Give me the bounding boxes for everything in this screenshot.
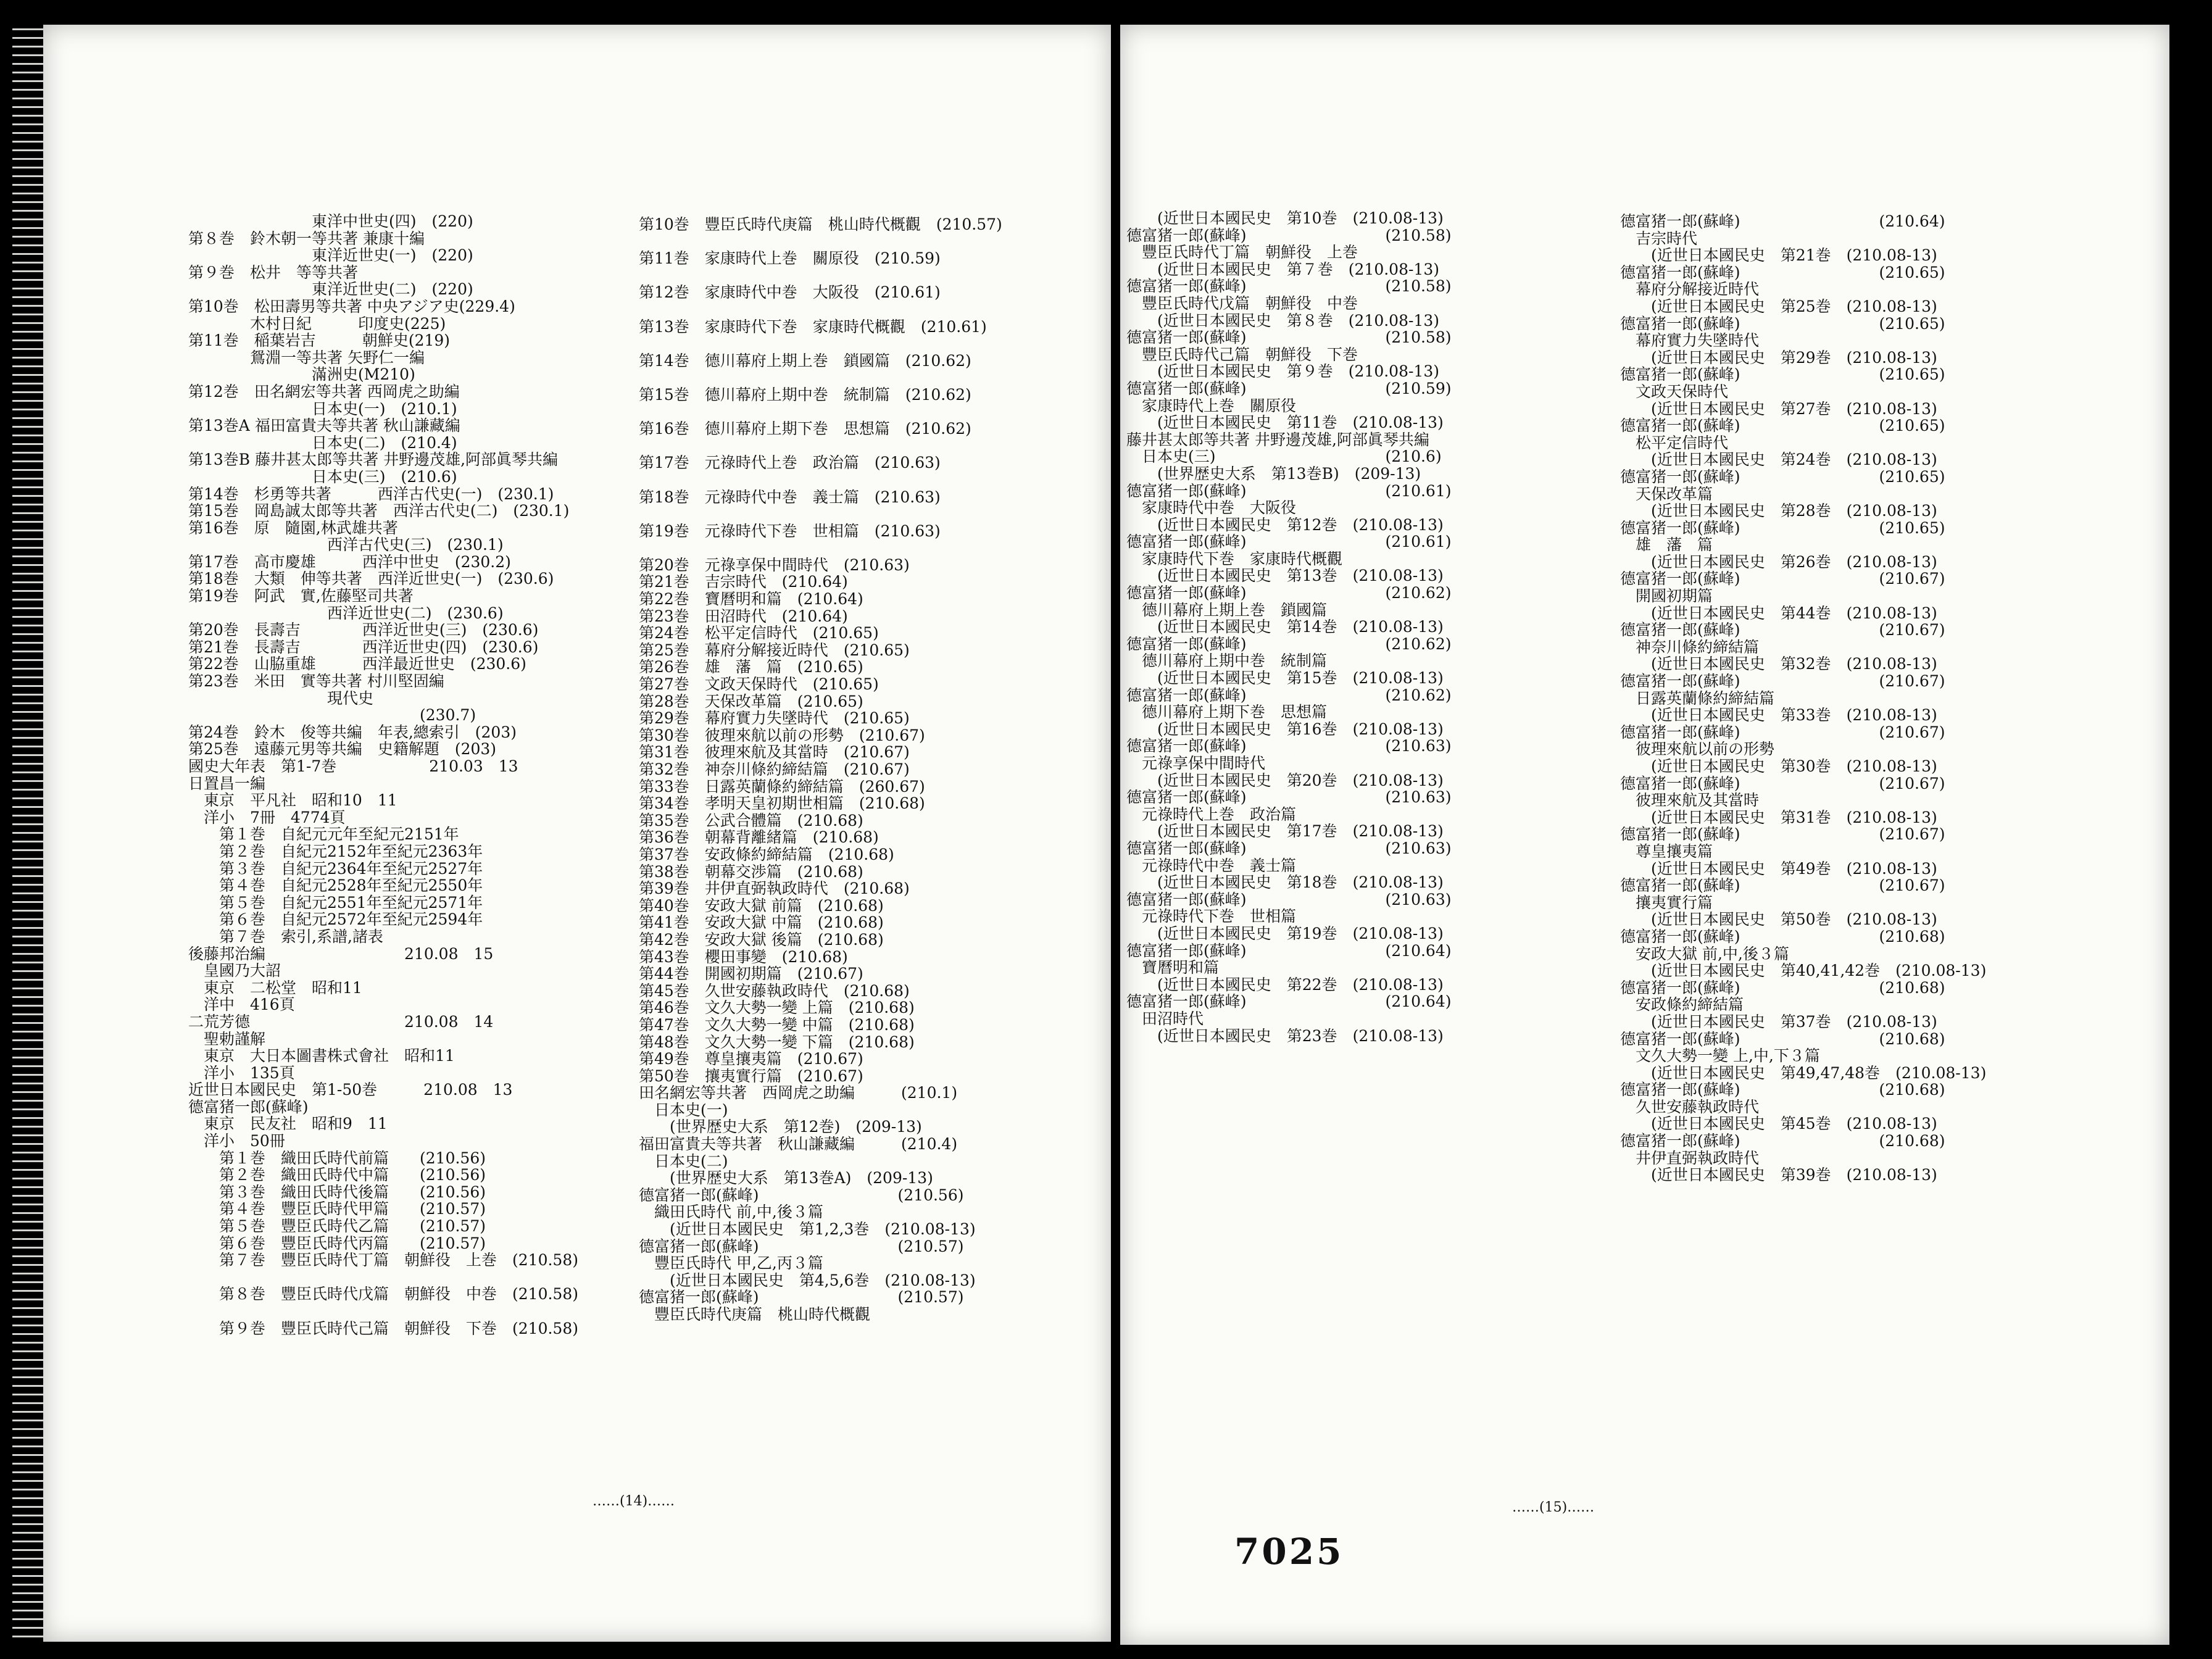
entry-line: 第２巻 自紀元2152年至紀元2363年 (188, 842, 483, 860)
entry-line (639, 438, 1108, 455)
entry-line: (近世日本國民史 第18巻 (210.08-13) (1126, 873, 1444, 892)
entry-line: 德富猪一郎(蘇峰) (210.68) (1620, 978, 1945, 997)
entry-line: 尊皇攘夷篇 (1620, 842, 1713, 860)
entry-line: (近世日本國民史 第1,2,3巻 (210.08-13) (639, 1220, 976, 1239)
entry-line: 松平定信時代 (1620, 433, 1729, 452)
entry-line: 第８巻 鈴木朝一等共著 兼康十編 (188, 229, 425, 247)
entry-line: 第47巻 文久大勢一變 中篇 (210.68) (639, 1015, 915, 1034)
entry-line: 天保改革篇 (1620, 484, 1713, 503)
entry-line: 第２巻 織田氏時代中篇 (210.56) (188, 1166, 486, 1184)
entry-line: 第37巻 安政條約締結篇 (210.68) (639, 845, 894, 863)
entry-line (639, 472, 1108, 489)
entry-line: 日本史(一) (210.1) (188, 399, 457, 418)
entry-line: 豐臣氏時代丁篇 朝鮮役 上巻 (1126, 243, 1358, 262)
binding-edge (12, 25, 43, 1642)
entry-line: 第25巻 遠藤元男等共編 史籍解題 (203) (188, 740, 497, 759)
entry-line: (近世日本國民史 第49,47,48巻 (210.08-13) (1620, 1063, 1987, 1082)
entry-line: 近世日本國民史 第1-50巻 210.08 13 (188, 1081, 513, 1099)
entry-line: 日本史(一) (639, 1100, 728, 1119)
entry-line: 第４巻 自紀元2528年至紀元2550年 (188, 876, 483, 895)
entry-line: 德川幕府上期下巻 思想篇 (1126, 703, 1328, 721)
entry-line: 雄 藩 篇 (1620, 536, 1713, 554)
entry-line: 東京 平凡社 昭和10 11 (188, 791, 397, 810)
left-page-column-2 (639, 216, 1108, 1323)
entry-line: 東洋近世史(一) (220) (188, 246, 473, 265)
entry-line (639, 335, 1108, 352)
entry-line: 第24巻 松平定信時代 (210.65) (639, 624, 879, 642)
entry-line: 日本史(三) (210.6) (1126, 447, 1442, 466)
entry-line: 日本史(三) (210.6) (188, 467, 457, 486)
page-stamp-number: 7025 (1234, 1531, 1344, 1573)
entry-line: 德富猪一郎(蘇峰) (210.68) (1620, 927, 1945, 946)
entry-line: 彼理來航及其當時 (1620, 791, 1760, 810)
entry-line: 第１巻 自紀元元年至紀元2151年 (188, 825, 459, 844)
entry-line: 第14巻 德川幕府上期上巻 鎖國篇 (210.62) (639, 351, 971, 370)
entry-line: 豐臣氏時代庚篇 桃山時代概觀 (639, 1305, 871, 1323)
entry-line: 田沼時代 (1126, 1009, 1204, 1028)
entry-line: 德富猪一郎(蘇峰) (210.65) (1620, 417, 1945, 435)
entry-line: 木村日紀 印度史(225) (188, 314, 446, 333)
entry-line: (近世日本國民史 第19巻 (210.08-13) (1126, 924, 1444, 942)
entry-line: (近世日本國民史 第22巻 (210.08-13) (1126, 975, 1444, 994)
entry-line: (近世日本國民史 第30巻 (210.08-13) (1620, 757, 1937, 775)
entry-line: (近世日本國民史 第29巻 (210.08-13) (1620, 348, 1937, 367)
entry-line: 第35巻 公武合體篇 (210.68) (639, 811, 863, 830)
entry-line: 德富猪一郎(蘇峰) (210.67) (1620, 774, 1945, 792)
entry-line: (近世日本國民史 第31巻 (210.08-13) (1620, 808, 1937, 826)
entry-line: 第32巻 神奈川條約締結篇 (210.67) (639, 760, 910, 778)
left-page-column-1 (188, 213, 682, 1337)
entry-line: 第16巻 原 隨園,林武雄共著 (188, 518, 398, 537)
entry-line (639, 301, 1108, 318)
entry-line: 家康時代上巻 關原役 (1126, 396, 1297, 415)
entry-line: 德富猪一郎(蘇峰) (210.63) (1126, 890, 1452, 908)
entry-line: (近世日本國民史 第26巻 (210.08-13) (1620, 552, 1937, 571)
entry-line: 第36巻 朝幕背離緒篇 (210.68) (639, 828, 879, 847)
entry-line: (近世日本國民史 第８巻 (210.08-13) (1126, 311, 1439, 330)
entry-line: 井伊直弼執政時代 (1620, 1149, 1760, 1167)
entry-line: 第７巻 豐臣氏時代丁篇 朝鮮役 上巻 (210.58) (188, 1251, 578, 1270)
entry-line (639, 267, 1108, 285)
entry-line: 德富猪一郎(蘇峰) (210.63) (1126, 737, 1452, 755)
entry-line: 洋中 416頁 (188, 996, 295, 1014)
entry-line: 第25巻 幕府分解接近時代 (210.65) (639, 641, 910, 659)
entry-line: 聖勅謹解 (188, 1029, 266, 1048)
entry-line: 德富猪一郎(蘇峰) (210.62) (1126, 584, 1452, 602)
entry-line: 第19巻 阿武 實,佐藤堅司共著 (188, 587, 414, 605)
entry-line (639, 539, 1108, 557)
entry-line: 第10巻 豐臣氏時代庚篇 桃山時代概觀 (210.57) (639, 215, 1002, 233)
entry-line: 開國初期篇 (1620, 587, 1713, 605)
entry-line: 德富猪一郎(蘇峰) (210.62) (1126, 686, 1452, 704)
entry-line: 文久大勢一變 上,中,下３篇 (1620, 1047, 1820, 1065)
entry-line: 家康時代下巻 家康時代概觀 (1126, 549, 1343, 568)
right-page-column-1 (1126, 210, 1608, 1044)
entry-line: 豐臣氏時代戊篇 朝鮮役 中巻 (1126, 294, 1358, 312)
entry-line: 日露英蘭條約締結篇 (1620, 689, 1775, 707)
entry-line: (近世日本國民史 第15巻 (210.08-13) (1126, 669, 1444, 688)
entry-line: (近世日本國民史 第49巻 (210.08-13) (1620, 859, 1937, 878)
entry-line: 家康時代中巻 大阪役 (1126, 499, 1297, 517)
entry-line: (近世日本國民史 第50巻 (210.08-13) (1620, 910, 1937, 929)
entry-line: (近世日本國民史 第21巻 (210.08-13) (1620, 246, 1937, 265)
entry-line: 寶曆明和篇 (1126, 958, 1220, 977)
entry-line: 神奈川條約締結篇 (1620, 638, 1760, 656)
entry-line: 元祿享保中間時代 (1126, 754, 1266, 772)
entry-line: (近世日本國民史 第11巻 (210.08-13) (1126, 414, 1444, 432)
entry-line: (230.7) (188, 706, 476, 725)
entry-line: 豐臣氏時代己篇 朝鮮役 下巻 (1126, 345, 1358, 364)
entry-line: (近世日本國民史 第14巻 (210.08-13) (1126, 618, 1444, 636)
entry-line: 東洋中世史(四) (220) (188, 212, 473, 230)
entry-line: 德富猪一郎(蘇峰) (210.65) (1620, 467, 1945, 486)
entry-line: 洋小 135頁 (188, 1063, 295, 1082)
entry-line: 第48巻 文久大勢一變 下篇 (210.68) (639, 1033, 915, 1051)
entry-line: 日本史(二) (210.4) (188, 433, 457, 452)
entry-line: (近世日本國民史 第4,5,6巻 (210.08-13) (639, 1271, 976, 1289)
entry-line: 第１巻 織田氏時代前篇 (210.56) (188, 1149, 486, 1167)
entry-line: 安政條約締結篇 (1620, 996, 1744, 1014)
entry-line: 德富猪一郎(蘇峰) (210.67) (1620, 723, 1945, 741)
entry-line: 吉宗時代 (1620, 229, 1698, 247)
entry-line: 第49巻 尊皇攘夷篇 (210.67) (639, 1050, 863, 1068)
entry-line: 第18巻 大類 伸等共著 西洋近世史(一) (230.6) (188, 570, 554, 588)
entry-line: 第13巻A 福田富貴夫等共著 秋山謙藏編 (188, 417, 460, 435)
entry-line: 第18巻 元祿時代中巻 義士篇 (210.63) (639, 488, 941, 506)
entry-line: 德富猪一郎(蘇峰) (188, 1097, 309, 1116)
entry-line: 第31巻 彼理來航及其當時 (210.67) (639, 743, 910, 762)
entry-line: 第17巻 高市慶雄 西洋中世史 (230.2) (188, 552, 511, 571)
entry-line: 安政大獄 前,中,後３篇 (1620, 944, 1789, 963)
entry-line: 文政天保時代 (1620, 382, 1729, 401)
entry-line: 日置昌一編 (188, 774, 266, 792)
entry-line: 久世安藤執政時代 (1620, 1097, 1760, 1116)
entry-line: (近世日本國民史 第44巻 (210.08-13) (1620, 604, 1937, 622)
entry-line: 第24巻 鈴木 俊等共編 年表,總索引 (203) (188, 723, 517, 741)
entry-line: 德富猪一郎(蘇峰) (210.67) (1620, 672, 1945, 691)
entry-line: 德富猪一郎(蘇峰) (210.57) (639, 1288, 964, 1307)
entry-line: 幕府分解接近時代 (1620, 280, 1760, 299)
entry-line: 第41巻 安政大獄 中篇 (210.68) (639, 913, 884, 932)
entry-line: 第19巻 元祿時代下巻 世相篇 (210.63) (639, 522, 941, 540)
entry-line: 第45巻 久世安藤執政時代 (210.68) (639, 981, 910, 1000)
entry-line: 德富猪一郎(蘇峰) (210.67) (1620, 570, 1945, 588)
entry-line: 元祿時代中巻 義士篇 (1126, 856, 1297, 875)
entry-line: (近世日本國民史 第28巻 (210.08-13) (1620, 502, 1937, 520)
entry-line: 滿洲史(M210) (188, 365, 415, 384)
entry-line: 第22巻 山脇重雄 西洋最近世史 (230.6) (188, 655, 526, 673)
right-page (1120, 25, 2169, 1645)
entry-line: 第８巻 豐臣氏時代戊篇 朝鮮役 中巻 (210.58) (188, 1285, 578, 1304)
entry-line (188, 1269, 682, 1286)
entry-line: 田名網宏等共著 西岡虎之助編 (210.1) (639, 1084, 958, 1102)
entry-line: 第29巻 幕府實力失墜時代 (210.65) (639, 709, 910, 728)
entry-line: 德富猪一郎(蘇峰) (210.58) (1126, 328, 1452, 347)
entry-line: 德川幕府上期上巻 鎖國篇 (1126, 601, 1328, 619)
entry-line: 第23巻 田沼時代 (210.64) (639, 607, 848, 625)
entry-line: 第15巻 岡島誠太郎等共著 西洋古代史(二) (230.1) (188, 502, 570, 520)
entry-line: (近世日本國民史 第13巻 (210.08-13) (1126, 567, 1444, 585)
entry-line: 德富猪一郎(蘇峰) (210.68) (1620, 1029, 1945, 1048)
entry-line: (世界歴史大系 第12巻) (209-13) (639, 1118, 922, 1136)
entry-line (639, 404, 1108, 421)
entry-line: 德富猪一郎(蘇峰) (210.68) (1620, 1132, 1945, 1150)
entry-line: 第16巻 德川幕府上期下巻 思想篇 (210.62) (639, 420, 971, 438)
entry-line: 第43巻 櫻田事變 (210.68) (639, 947, 848, 966)
entry-line: 德富猪一郎(蘇峰) (210.64) (1126, 941, 1452, 960)
entry-line: 二荒芳德 210.08 14 (188, 1012, 494, 1031)
entry-line: 德富猪一郎(蘇峰) (210.57) (639, 1237, 964, 1255)
entry-line: 彼理來航以前の形勢 (1620, 740, 1775, 759)
entry-line: 第10巻 松田壽男等共著 中央アジア史(229.4) (188, 297, 515, 315)
entry-line: (近世日本國民史 第33巻 (210.08-13) (1620, 706, 1937, 725)
left-page-number: ……(14)…… (592, 1494, 675, 1509)
entry-line: 鴛淵一等共著 矢野仁一編 (188, 348, 425, 367)
entry-line: 第５巻 自紀元2551年至紀元2571年 (188, 893, 483, 912)
entry-line: 藤井甚太郎等共著 井野邊茂雄,阿部眞琴共編 (1126, 430, 1429, 449)
entry-line: (近世日本國民史 第37巻 (210.08-13) (1620, 1012, 1937, 1031)
entry-line: 第９巻 松井 等等共著 (188, 263, 359, 281)
entry-line (188, 1303, 682, 1320)
entry-line: 德富猪一郎(蘇峰) (210.63) (1126, 839, 1452, 857)
entry-line: 第６巻 豐臣氏時代丙篇 (210.57) (188, 1234, 486, 1252)
entry-line: 第20巻 元祿享保中間時代 (210.63) (639, 555, 910, 574)
entry-line: 豐臣氏時代 甲,乙,丙３篇 (639, 1254, 823, 1273)
entry-line: 第50巻 攘夷實行篇 (210.67) (639, 1066, 863, 1085)
entry-line: 德富猪一郎(蘇峰) (210.65) (1620, 365, 1945, 384)
entry-line: 第７巻 索引,系譜,諸表 (188, 927, 383, 946)
entry-line: (近世日本國民史 第40,41,42巻 (210.08-13) (1620, 962, 1987, 980)
entry-line: (近世日本國民史 第45巻 (210.08-13) (1620, 1115, 1937, 1133)
entry-line: (近世日本國民史 第７巻 (210.08-13) (1126, 260, 1439, 278)
entry-line: 洋小 50冊 (188, 1132, 285, 1150)
entry-line: 皇國乃大詔 (188, 962, 281, 980)
entry-line: 第13巻B 藤井甚太郎等共著 井野邊茂雄,阿部眞琴共編 (188, 451, 559, 469)
entry-line: 日本史(二) (639, 1152, 728, 1170)
entry-line: 第26巻 雄 藩 篇 (210.65) (639, 658, 863, 676)
entry-line: 德富猪一郎(蘇峰) (210.58) (1126, 277, 1452, 296)
entry-line: 德富猪一郎(蘇峰) (210.67) (1620, 876, 1945, 895)
entry-line: 第23巻 米田 實等共著 村川堅固編 (188, 672, 444, 691)
entry-line: 後藤邦治編 210.08 15 (188, 944, 494, 963)
entry-line: (近世日本國民史 第20巻 (210.08-13) (1126, 771, 1444, 789)
entry-line: 第40巻 安政大獄 前篇 (210.68) (639, 896, 884, 915)
entry-line: 第33巻 日露英蘭條約締結篇 (260.67) (639, 777, 925, 796)
entry-line: 第13巻 家康時代下巻 家康時代概觀 (210.61) (639, 317, 987, 336)
entry-line: 德富猪一郎(蘇峰) (210.65) (1620, 314, 1945, 333)
entry-line: 織田氏時代 前,中,後３篇 (639, 1203, 823, 1221)
entry-line: 第11巻 稲葉岩吉 朝鮮史(219) (188, 331, 451, 350)
entry-line: 幕府實力失墜時代 (1620, 331, 1760, 350)
entry-line: 東京 二松堂 昭和11 (188, 978, 362, 997)
entry-line: 國史大年表 第1-7巻 210.03 13 (188, 757, 518, 775)
entry-line: 德富猪一郎(蘇峰) (210.64) (1126, 992, 1452, 1011)
entry-line: (近世日本國民史 第25巻 (210.08-13) (1620, 297, 1937, 315)
entry-line: (近世日本國民史 第39巻 (210.08-13) (1620, 1166, 1937, 1184)
entry-line (639, 233, 1108, 251)
entry-line: 第21巻 長壽吉 西洋近世史(四) (230.6) (188, 638, 539, 656)
entry-line: 德川幕府上期中巻 統制篇 (1126, 652, 1328, 670)
entry-line: 福田富貴夫等共著 秋山謙藏編 (210.4) (639, 1135, 958, 1154)
entry-line: 第22巻 寶曆明和篇 (210.64) (639, 590, 863, 609)
entry-line: 第14巻 杉勇等共著 西洋古代史(一) (230.1) (188, 484, 554, 503)
entry-line: 第42巻 安政大獄 後篇 (210.68) (639, 930, 884, 949)
entry-line: 德富猪一郎(蘇峰) (210.61) (1126, 533, 1452, 551)
entry-line: 第17巻 元祿時代上巻 政治篇 (210.63) (639, 454, 941, 472)
entry-line: (近世日本國民史 第９巻 (210.08-13) (1126, 362, 1439, 381)
entry-line: 現代史 (188, 689, 374, 707)
entry-line: (近世日本國民史 第27巻 (210.08-13) (1620, 399, 1937, 418)
entry-line (639, 505, 1108, 523)
entry-line: (世界歴史大系 第13巻A) (209-13) (639, 1169, 933, 1187)
entry-line: 第27巻 文政天保時代 (210.65) (639, 675, 879, 694)
entry-line: 德富猪一郎(蘇峰) (210.65) (1620, 518, 1945, 537)
entry-line: 第３巻 織田氏時代後篇 (210.56) (188, 1183, 486, 1201)
entry-line: 第９巻 豐臣氏時代己篇 朝鮮役 下巻 (210.58) (188, 1319, 578, 1337)
entry-line: 第39巻 井伊直弼執政時代 (210.68) (639, 879, 910, 898)
entry-line: 東洋近世史(二) (220) (188, 280, 473, 299)
entry-line: 西洋近世史(二) (230.6) (188, 604, 504, 622)
entry-line: (世界歴史大系 第13巻B) (209-13) (1126, 464, 1421, 483)
entry-line: 第12巻 田名網宏等共著 西岡虎之助編 (188, 382, 460, 401)
entry-line: 元祿時代上巻 政治篇 (1126, 805, 1297, 823)
entry-line: 第15巻 德川幕府上期中巻 統制篇 (210.62) (639, 385, 971, 404)
entry-line: (近世日本國民史 第17巻 (210.08-13) (1126, 822, 1444, 841)
entry-line: 第30巻 彼理來航以前の形勢 (210.67) (639, 726, 925, 744)
entry-line: 德富猪一郎(蘇峰) (210.58) (1126, 226, 1452, 244)
entry-line: 德富猪一郎(蘇峰) (210.67) (1620, 621, 1945, 639)
entry-line: 西洋古代史(三) (230.1) (188, 536, 504, 554)
entry-line: (近世日本國民史 第12巻 (210.08-13) (1126, 515, 1444, 534)
entry-line: (近世日本國民史 第23巻 (210.08-13) (1126, 1026, 1444, 1045)
entry-line: 德富猪一郎(蘇峰) (210.68) (1620, 1081, 1945, 1099)
entry-line: (近世日本國民史 第16巻 (210.08-13) (1126, 720, 1444, 738)
entry-line: 第38巻 朝幕交渉篇 (210.68) (639, 862, 863, 881)
entry-line: 第11巻 家康時代上巻 關原役 (210.59) (639, 249, 941, 268)
entry-line: 洋小 7冊 4774頁 (188, 808, 346, 826)
entry-line: 第12巻 家康時代中巻 大阪役 (210.61) (639, 283, 941, 302)
entry-line: 第６巻 自紀元2572年至紀元2594年 (188, 910, 483, 929)
right-page-column-2 (1620, 213, 2108, 1184)
entry-line: 德富猪一郎(蘇峰) (210.63) (1126, 788, 1452, 807)
entry-line: 第４巻 豐臣氏時代甲篇 (210.57) (188, 1200, 486, 1218)
entry-line: 德富猪一郎(蘇峰) (210.67) (1620, 825, 1945, 844)
entry-line: 攘夷實行篇 (1620, 893, 1713, 912)
entry-line: 東京 民友社 昭和9 11 (188, 1115, 388, 1133)
entry-line: 第46巻 文久大勢一變 上篇 (210.68) (639, 999, 915, 1017)
entry-line: 第３巻 自紀元2364年至紀元2527年 (188, 859, 483, 878)
entry-line (639, 369, 1108, 386)
entry-line: (近世日本國民史 第24巻 (210.08-13) (1620, 451, 1937, 469)
entry-line: 東京 大日本圖書株式會社 昭和11 (188, 1047, 455, 1065)
entry-line: 德富猪一郎(蘇峰) (210.61) (1126, 481, 1452, 500)
entry-line: 德富猪一郎(蘇峰) (210.64) (1620, 212, 1945, 230)
right-page-number: ……(15)…… (1512, 1500, 1595, 1515)
entry-line: 第20巻 長壽吉 西洋近世史(三) (230.6) (188, 621, 539, 639)
entry-line: 德富猪一郎(蘇峰) (210.59) (1126, 379, 1452, 397)
entry-line: 德富猪一郎(蘇峰) (210.56) (639, 1186, 964, 1204)
entry-line: (近世日本國民史 第32巻 (210.08-13) (1620, 655, 1937, 673)
entry-line: 第５巻 豐臣氏時代乙篇 (210.57) (188, 1217, 486, 1236)
entry-line: 第44巻 開國初期篇 (210.67) (639, 965, 863, 983)
entry-line: 德富猪一郎(蘇峰) (210.62) (1126, 634, 1452, 653)
entry-line: 第34巻 孝明天皇初期世相篇 (210.68) (639, 794, 925, 813)
entry-line: 德富猪一郎(蘇峰) (210.65) (1620, 263, 1945, 281)
entry-line: 第28巻 天保改革篇 (210.65) (639, 692, 863, 710)
left-page (43, 25, 1111, 1642)
entry-line: 第21巻 吉宗時代 (210.64) (639, 573, 848, 591)
entry-line: (近世日本國民史 第10巻 (210.08-13) (1126, 209, 1444, 227)
entry-line: 元祿時代下巻 世相篇 (1126, 907, 1297, 926)
